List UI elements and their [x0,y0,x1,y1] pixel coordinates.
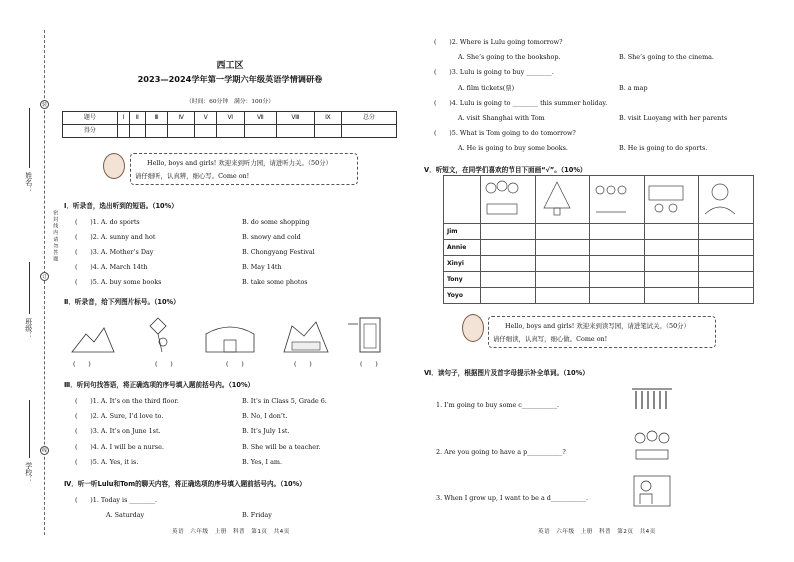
s4-q3: ( )3. Lulu is going to buy ________. [434,68,554,76]
tick-cell[interactable] [644,256,699,272]
program-grid-row [444,224,754,240]
s4-q2-a: A. She’s going to the bookshop. [458,53,561,61]
clothes-rack-icon [630,385,674,415]
grid-corner [444,176,481,224]
tick-cell[interactable] [481,240,536,256]
binding-circle-middle: 订 [41,274,47,280]
s1-q1: ( )1. A. do sports [75,218,140,226]
program-pic-5 [699,176,754,224]
score-input-cell[interactable] [216,125,244,138]
s4-q4-a: A. visit Shanghai with Tom [458,114,545,122]
section-4-title: Ⅳ．听一听Lulu和Tom的聊天内容，将正确选项的序号填入题前括号内。（10%） [64,480,306,488]
student-name: Yoyo [444,288,481,304]
pic-4-festival-icon [284,322,328,352]
section-3-title: Ⅲ．听问句找答语，将正确选项的序号填入题前括号内。（10%） [64,381,255,389]
pic-1-mountain-icon [72,328,114,352]
program-pic-4 [644,176,699,224]
s4-q3-b: B. a map [619,84,648,92]
tick-cell[interactable] [590,288,645,304]
program-stage-icon [645,178,687,218]
name-label: 姓名： [24,172,33,193]
student-name: Xinyi [444,256,481,272]
s3-q4-b: B. She will be a teacher. [242,443,321,451]
tick-cell[interactable] [481,272,536,288]
s2-blank-3[interactable]: ( ) [226,360,244,368]
exam-meta: （时间：60分钟 满分：100分） [185,99,274,105]
tick-cell[interactable] [644,240,699,256]
tick-cell[interactable] [699,272,754,288]
score-input-cell[interactable] [167,125,195,138]
s6-q3: 3. When I grow up, I want to be a d___________. [436,494,589,502]
program-lanterns-icon [481,178,523,218]
score-cell: Ⅱ [129,112,146,125]
s1-q3: ( )3. A. Mother’s Day [75,248,154,256]
s3-q4: ( )4. A. I will be a nurse. [75,443,164,451]
s3-q1: ( )1. A. It’s on the third floor. [75,397,179,405]
student-name: Jim [444,224,481,240]
s4-q5-b: B. He is going to do sports. [619,144,708,152]
program-grid [443,175,754,304]
s1-q4-b: B. May 14th [242,263,282,271]
student-name: Tony [444,272,481,288]
girl-avatar-icon [462,314,484,342]
s3-q3: ( )3. A. It’s on June 1st. [75,427,161,435]
program-pic-1 [481,176,536,224]
class-label: 班级： [24,318,33,339]
section-1-title: Ⅰ．听录音，选出听到的短语。（10%） [64,202,178,210]
s1-q5-b: B. take some photos [242,278,308,286]
s2-blank-2[interactable]: ( ) [155,360,173,368]
s1-q5: ( )5. A. buy some books [75,278,162,286]
s1-q2: ( )2. A. sunny and hot [75,233,156,241]
score-cell: Ⅶ [244,112,277,125]
s4-q5: ( )5. What is Tom going to do tomorrow? [434,129,576,137]
score-cell: Ⅵ [216,112,244,125]
exam-title: 2023—2024学年第一学期六年级英语学情调研卷 [137,74,323,84]
score-row-label: 得分 [63,125,118,138]
footer-page-2: 英语 六年级 上册 科普 第2页 共4页 [538,529,656,535]
s3-q5-b: B. Yes, I am. [242,458,283,466]
section-2-pictures [70,312,390,356]
program-tree-icon [536,178,578,218]
s4-q1-b: B. Friday [242,511,272,519]
score-input-cell[interactable] [129,125,146,138]
student-name: Annie [444,240,481,256]
s4-q3-a: A. film tickets(票) [458,84,515,92]
s3-q5: ( )5. A. Yes, it is. [75,458,139,466]
s2-blank-4[interactable]: ( ) [294,360,312,368]
score-input-cell[interactable] [314,125,341,138]
s1-q2-b: B. snowy and cold [242,233,301,241]
s3-q2: ( )2. A. Sure, I’d love to. [75,412,164,420]
tick-cell[interactable] [699,240,754,256]
s4-q1: ( )1. Today is ________. [75,496,158,504]
score-cell: Ⅲ [146,112,168,125]
score-cell: Ⅸ [314,112,341,125]
listening-intro-box [130,153,358,185]
tick-cell[interactable] [535,288,590,304]
tick-cell[interactable] [535,272,590,288]
s4-q4-b: B. visit Luoyang with her parents [619,114,728,122]
score-cell: 总分 [342,112,397,125]
tick-cell[interactable] [590,240,645,256]
class-fill-line [29,262,30,314]
s4-q1-a: A. Saturday [106,511,145,519]
s2-blank-1[interactable]: ( ) [73,360,91,368]
s4-q2: ( )2. Where is Lulu going tomorrow? [434,38,563,46]
listening-intro-line2: 请仔细听，认真辨，细心写。Come on! [135,172,250,180]
score-cell: Ⅷ [277,112,315,125]
score-table-header-row [63,112,397,125]
school-label: 学校： [24,462,33,483]
tick-cell[interactable] [535,256,590,272]
program-grid-row [444,288,754,304]
score-input-cell[interactable] [195,125,217,138]
program-children-icon [590,178,632,218]
s4-q4: ( )4. Lulu is going to ________ this summer holiday. [434,99,608,107]
writing-intro-line1: Hello, boys and girls! 欢迎来到读写园，请进笔试关。（50分） [505,322,690,330]
program-grid-row [444,256,754,272]
name-fill-line [29,108,30,168]
section-5-title: Ⅴ．听短文，在同学们喜欢的节目下面画“√”。（10%） [424,166,587,174]
listening-intro-line1: Hello, boys and girls! 欢迎来到听力园，请进听力关。（50分） [147,159,332,167]
score-cell: Ⅳ [167,112,195,125]
s3-q2-b: B. No, I don’t. [242,412,288,420]
s6-q1: 1. I’m going to buy some c___________. [436,401,560,409]
tick-cell[interactable] [644,288,699,304]
score-input-cell[interactable] [244,125,277,138]
score-cell: 题号 [63,112,118,125]
pic-2-kite-icon [150,318,167,352]
tick-cell[interactable] [590,256,645,272]
score-cell: Ⅰ [117,112,129,125]
party-kids-icon [630,428,674,462]
score-table [62,111,397,138]
s2-blank-5[interactable]: ( ) [360,360,378,368]
program-grid-pictures-row [444,176,754,224]
program-pic-2 [535,176,590,224]
district-title: 西工区 [216,61,244,71]
tick-cell[interactable] [535,240,590,256]
program-party-icon [699,178,741,218]
tick-cell[interactable] [699,288,754,304]
tick-cell[interactable] [590,224,645,240]
pic-5-door-icon [348,318,380,352]
s6-q2: 2. Are you going to have a p___________? [436,448,566,456]
tick-cell[interactable] [481,224,536,240]
pic-3-building-icon [206,327,254,352]
tick-cell[interactable] [699,224,754,240]
program-grid-row [444,272,754,288]
tick-cell[interactable] [481,288,536,304]
program-pic-3 [590,176,645,224]
program-grid-row [444,240,754,256]
doctor-icon [632,474,672,508]
score-cell: Ⅴ [195,112,217,125]
section-6-title: Ⅵ．读句子，根据图片及首字母提示补全单词。（10%） [424,369,589,377]
s3-q1-b: B. It’s in Class 5, Grade 6. [242,397,327,405]
tick-cell[interactable] [481,256,536,272]
s1-q3-b: B. Chongyang Festival [242,248,315,256]
seal-note: 密 封 线 内 请 勿 答 题 [52,210,59,262]
tick-cell[interactable] [644,224,699,240]
score-table-score-row [63,125,397,138]
tick-cell[interactable] [699,256,754,272]
s1-q4: ( )4. A. March 14th [75,263,148,271]
s4-q2-b: B. She’s going to the cinema. [619,53,714,61]
tick-cell[interactable] [535,224,590,240]
tick-cell[interactable] [590,272,645,288]
footer-page-1: 英语 六年级 上册 科普 第1页 共4页 [172,529,290,535]
binding-circle-top: 装 [41,102,47,108]
s3-q3-b: B. It’s July 1st. [242,427,290,435]
school-fill-line [29,400,30,458]
score-input-cell[interactable] [342,125,397,138]
s1-q1-b: B. do some shopping [242,218,310,226]
section-2-title: Ⅱ．听录音，给下列图片标号。（10%） [64,298,180,306]
s4-q5-a: A. He is going to buy some books. [458,144,568,152]
score-input-cell[interactable] [277,125,315,138]
score-input-cell[interactable] [146,125,168,138]
tick-cell[interactable] [644,272,699,288]
teacher-avatar-icon [103,153,125,179]
binding-circle-bottom: 线 [41,448,47,454]
writing-intro-box [488,316,716,348]
score-input-cell[interactable] [117,125,129,138]
writing-intro-line2: 请仔细读，认真写，细心做。Come on! [493,335,608,343]
